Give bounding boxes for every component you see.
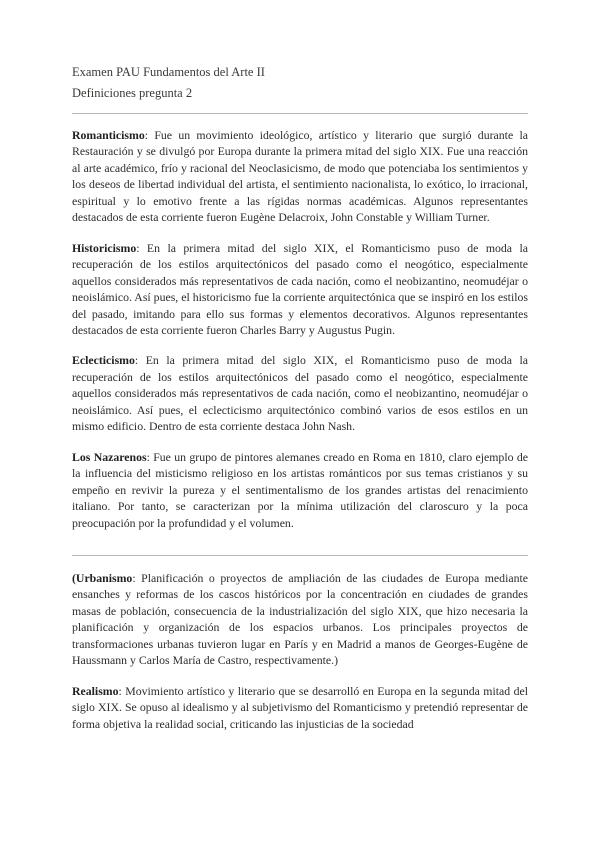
document-header: [72, 62, 528, 104]
paragraph-realismo: [72, 683, 528, 732]
term-romanticismo: Romanticismo: [72, 128, 145, 142]
section-divider-top: [72, 113, 528, 114]
paragraph-body: : En la primera mitad del siglo XIX, el Romanticismo puso de moda la recuperación de los estilos arquitectónicos del pasado como el neogótico, especialmente aquellos considerados más representativos de cada nación, como el neobizantino, neomudéjar o neoislámico. Así pues, el eclecticismo arquitectónico combinó varios de esos estilos en un mismo edificio. Dentro de esta corriente destaca John Nash.: [72, 353, 528, 434]
paragraph-body: : Planificación o proyectos de ampliación de las ciudades de Europa mediante ensanches y reformas de los cascos históricos por la concentración en ciudades de grandes masas de población, consecuencia de la industrialización del siglo XIX, que hizo necesaria la planificación y organización de los espacios urbanos. Los principales proyectos de transformaciones urbanas tuvieron lugar en París y en Madrid a manos de Georges-Eugène de Haussmann y Carlos María de Castro, respectivamente.): [72, 570, 528, 668]
paragraph-eclecticismo: [72, 352, 528, 434]
page-subtitle: Definiciones pregunta 2: [72, 86, 193, 100]
paragraph-romanticismo: [72, 127, 528, 226]
page-title: Examen PAU Fundamentos del Arte II: [72, 65, 265, 79]
term-historicismo: Historicismo: [72, 240, 137, 255]
paragraph-body: : En la primera mitad del siglo XIX, el Romanticismo puso de moda la recuperación de los estilos arquitectónicos del pasado como el neogótico, especialmente aquellos considerados más representativos de cada nación, como el neobizantino, neomudéjar o neoislámico. Así pues, el historicismo fue la corriente arquitectónica que se inspiró en los estilos del pasado, imitando para ello sus formas y elementos decorativos. Algunos representantes destacados de esta corriente fueron Charles Barry y Augustus Pugin.: [72, 240, 528, 337]
paragraph-body: : Fue un movimiento ideológico, artístico y literario que surgió durante la Restauración y se divulgó por Europa durante la primera mitad del siglo XIX. Fue una reacción al arte académico, frío y racional del Neoclasicismo, de modo que potenciaba los sentimientos y los deseos de libertad individual del artista, el sentimiento nacionalista, lo exótico, lo irracional, espiritual y lo emotivo frente a las rígidas normas académicas. Algunos representantes destacados de esta corriente fueron Eugène Delacroix, John Constable y William Turner.: [72, 128, 528, 225]
term-los-nazarenos: Los Nazarenos: [72, 449, 147, 464]
section-divider-middle: [72, 555, 528, 556]
paragraph-historicismo: [72, 240, 528, 339]
paragraph-los-nazarenos: [72, 449, 528, 531]
term-urbanismo: (Urbanismo: [72, 570, 133, 585]
term-eclecticismo: Eclecticismo: [72, 353, 135, 368]
paragraph-urbanismo: [72, 570, 528, 669]
paragraph-body: : Fue un grupo de pintores alemanes creado en Roma en 1810, claro ejemplo de la influencia del misticismo religioso en los artistas románticos por sus temas cristianos y su empeño en revivir la pureza y el sentimentalismo de los grandes artistas del renacimiento italiano. Por tanto, se caracterizan por la mínima utilización del claroscuro y la poca preocupación por la profundidad y el volumen.: [72, 449, 528, 530]
term-realismo: Realismo: [72, 683, 119, 698]
paragraph-body: : Movimiento artístico y literario que se desarrolló en Europa en la segunda mitad del siglo XIX. Se opuso al idealismo y al subjetivismo del Romanticismo y pretendió representar de forma objetiva la realidad social, criticando las injusticias de la sociedad: [72, 683, 528, 731]
